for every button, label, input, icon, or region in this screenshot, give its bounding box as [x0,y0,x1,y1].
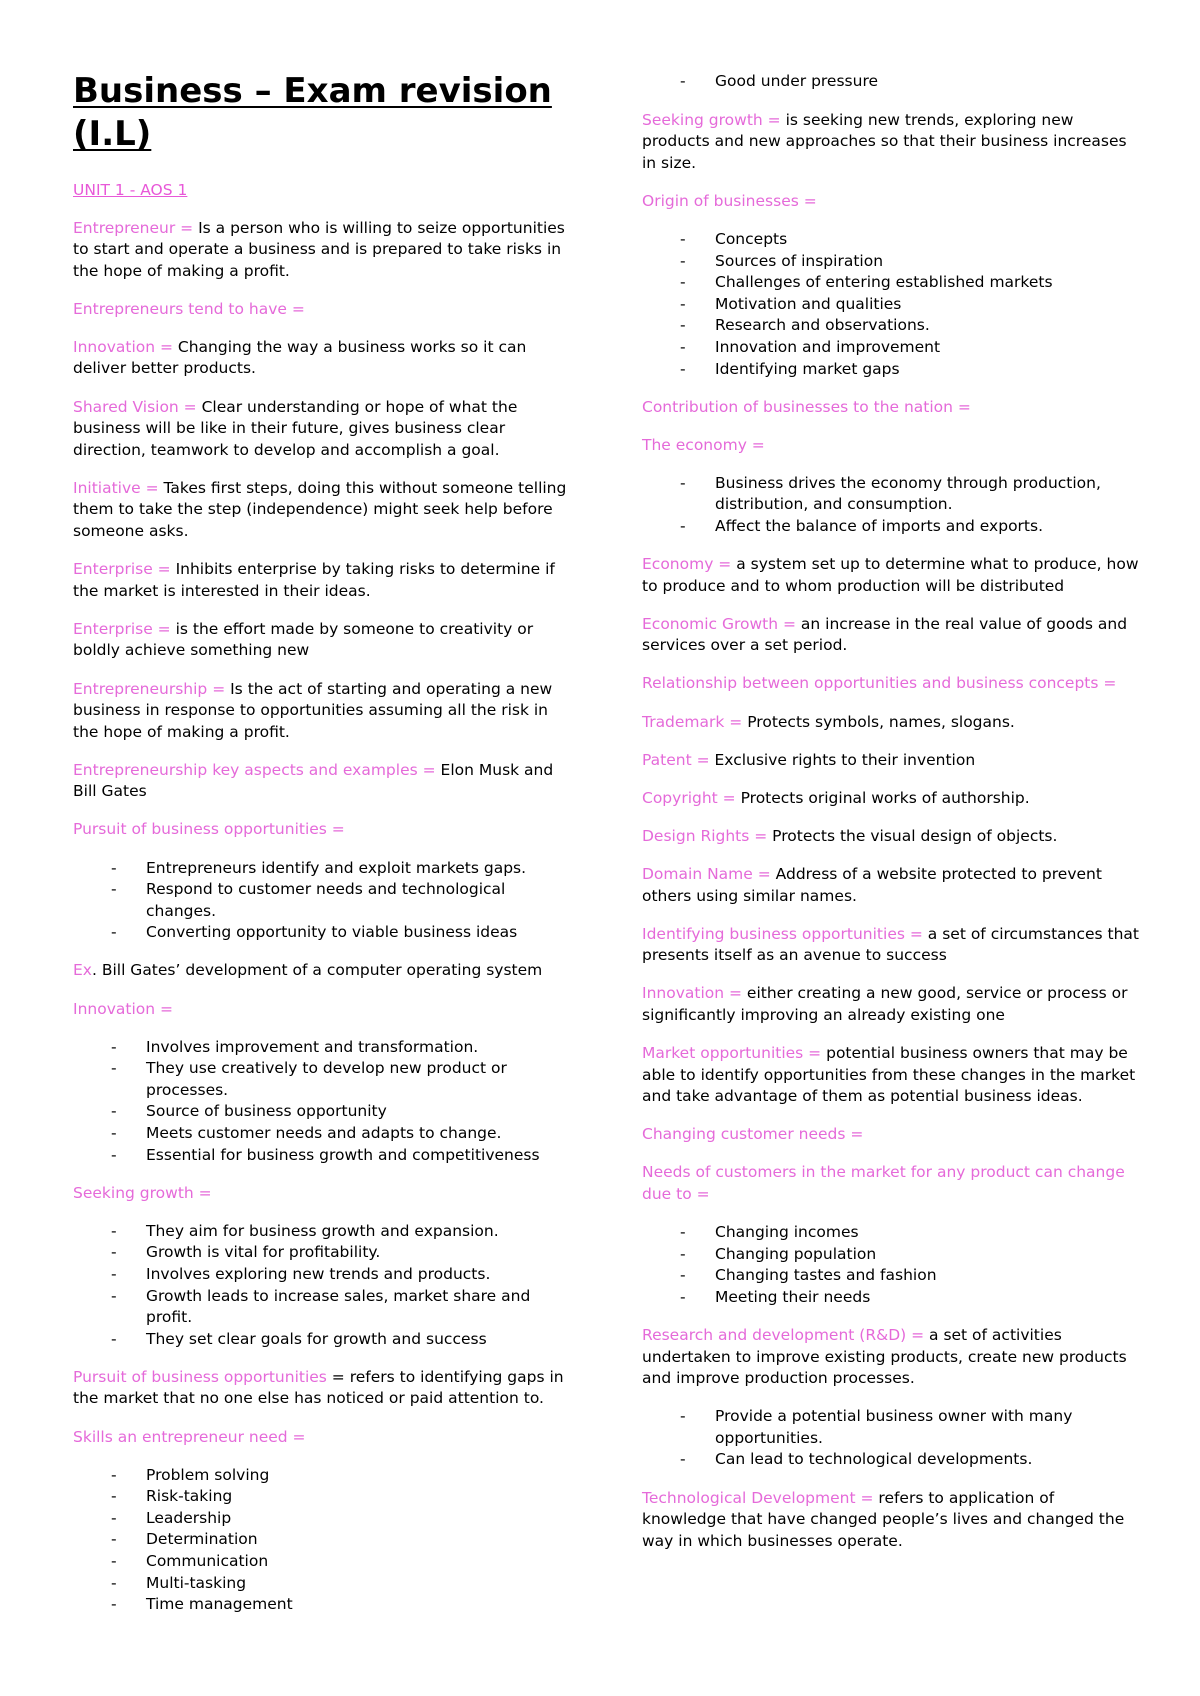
list-pursuit [73,858,573,944]
list-innovation [73,1037,573,1167]
list-item: - Growth is vital for profitability. [73,1242,573,1264]
def-copyright: Copyright = Protects original works of authorship. [642,788,1030,807]
list-item: - Sources of inspiration [642,251,1142,273]
def-trademark: Trademark = Protects symbols, names, slogans. [642,712,1015,731]
list-item: - They use creatively to develop new product or processes. [73,1058,573,1101]
def-enterprise-2: Enterprise = is the effort made by someone to creativity or boldly achieve something new [73,619,534,660]
heading-pursuit: Pursuit of business opportunities = [73,820,345,839]
list-item: - Concepts [642,229,1142,251]
left-column [73,70,573,1632]
list-rnd [642,1406,1142,1471]
def-innovation-2: Innovation = either creating a new good, service or process or significantly improving an already existing one [642,984,1128,1024]
list-item: - Changing tastes and fashion [642,1265,1142,1287]
list-seeking-growth [73,1221,573,1351]
list-item: - Affect the balance of imports and exports. [642,516,1142,538]
unit-heading: UNIT 1 - AOS 1 [73,181,188,199]
def-key-aspects: Entrepreneurship key aspects and examples = Elon Musk and Bill Gates [73,760,554,801]
list-skills-continued [642,71,1142,93]
def-design-rights: Design Rights = Protects the visual design of objects. [642,826,1058,845]
def-rnd: Research and development (R&D) = a set of activities undertaken to improve existing products, create new products and improve production processes. [642,1325,1127,1388]
list-needs [642,1222,1142,1308]
list-item: - Multi-tasking [73,1573,573,1595]
heading-relationship: Relationship between opportunities and business concepts = [642,674,1117,693]
list-item: - Communication [73,1551,573,1573]
list-item: - Determination [73,1529,573,1551]
heading-seeking-growth: Seeking growth = [73,1183,212,1202]
list-item: - Problem solving [73,1465,573,1487]
def-market-opportunities: Market opportunities = potential business owners that may be able to identify opportunities from these changes in the market and take advantage of them as potential business ideas. [642,1044,1136,1106]
def-entrepreneur: Entrepreneur = Is a person who is willing to seize opportunities to start and operate a business and is prepared to take risks in the hope of making a profit. [73,218,565,280]
list-item: - Leadership [73,1508,573,1530]
heading-skills: Skills an entrepreneur need = [73,1427,306,1446]
heading-changing-needs: Changing customer needs = [642,1125,864,1144]
list-economy [642,473,1142,538]
list-item: - Innovation and improvement [642,337,1142,359]
def-tech-development: Technological Development = refers to application of knowledge that have changed people’s lives and changed the way in which businesses operate. [642,1488,1125,1550]
list-item: - They aim for business growth and expansion. [73,1221,573,1243]
def-economic-growth: Economic Growth = an increase in the real value of goods and services over a set period. [642,614,1128,655]
list-item: - Involves exploring new trends and products. [73,1264,573,1286]
heading-origin: Origin of businesses = [642,191,817,210]
def-patent: Patent = Exclusive rights to their invention [642,750,976,769]
def-enterprise-1: Enterprise = Inhibits enterprise by taking risks to determine if the market is interested in their ideas. [73,560,555,600]
list-item: - Source of business opportunity [73,1101,573,1123]
heading-needs: Needs of customers in the market for any product can change due to = [642,1163,1125,1203]
list-item: - Good under pressure [642,71,1142,93]
list-item: - Identifying market gaps [642,359,1142,381]
list-item: - Converting opportunity to viable business ideas [73,922,573,944]
list-item: - Respond to customer needs and technological changes. [73,879,573,922]
def-entrepreneurship: Entrepreneurship = Is the act of starting and operating a new business in response to opportunities assuming all the risk in the hope of making a profit. [73,679,553,741]
def-domain-name: Domain Name = Address of a website protected to prevent others using similar names. [642,864,1102,905]
example-bill-gates: Ex. Bill Gates’ development of a computer operating system [73,961,543,980]
page-title: Business – Exam revision (I.L) [73,71,552,154]
list-item: - Meets customer needs and adapts to change. [73,1123,573,1145]
list-item: - Research and observations. [642,315,1142,337]
heading-innovation: Innovation = [73,999,173,1018]
def-shared-vision: Shared Vision = Clear understanding or hope of what the business will be like in their future, gives business clear direction, teamwork to develop and accomplish a goal. [73,397,518,459]
def-identifying: Identifying business opportunities = a set of circumstances that presents itself as an avenue to success [642,924,1140,965]
list-item: - Involves improvement and transformation. [73,1037,573,1059]
list-skills [73,1465,573,1616]
def-pursuit: Pursuit of business opportunities = refers to identifying gaps in the market that no one else has noticed or paid attention to. [73,1367,564,1408]
list-item: - Meeting their needs [642,1287,1142,1309]
heading-contribution: Contribution of businesses to the nation = [642,397,971,416]
heading-economy: The economy = [642,435,765,454]
list-item: - Can lead to technological developments. [642,1449,1142,1471]
def-economy: Economy = a system set up to determine what to produce, how to produce and to whom production will be distributed [642,555,1139,595]
list-item: - Provide a potential business owner with many opportunities. [642,1406,1142,1449]
list-item: - Changing incomes [642,1222,1142,1244]
list-item: - Entrepreneurs identify and exploit markets gaps. [73,858,573,880]
def-seeking-growth: Seeking growth = is seeking new trends, exploring new products and new approaches so that their business increases in size. [642,110,1127,172]
list-item: - Risk-taking [73,1486,573,1508]
list-item: - Motivation and qualities [642,294,1142,316]
right-column [642,71,1142,1569]
list-item: - Essential for business growth and competitiveness [73,1145,573,1167]
list-item: - Changing population [642,1244,1142,1266]
list-item: - Growth leads to increase sales, market share and profit. [73,1286,573,1329]
list-origin [642,229,1142,380]
heading-tend-to-have: Entrepreneurs tend to have = [73,299,305,318]
list-item: - They set clear goals for growth and success [73,1329,573,1351]
list-item: - Business drives the economy through production, distribution, and consumption. [642,473,1142,516]
list-item: - Challenges of entering established markets [642,272,1142,294]
list-item: - Time management [73,1594,573,1616]
def-initiative: Initiative = Takes first steps, doing this without someone telling them to take the step (independence) might seek help before someone asks. [73,478,567,541]
def-innovation: Innovation = Changing the way a business works so it can deliver better products. [73,337,527,378]
